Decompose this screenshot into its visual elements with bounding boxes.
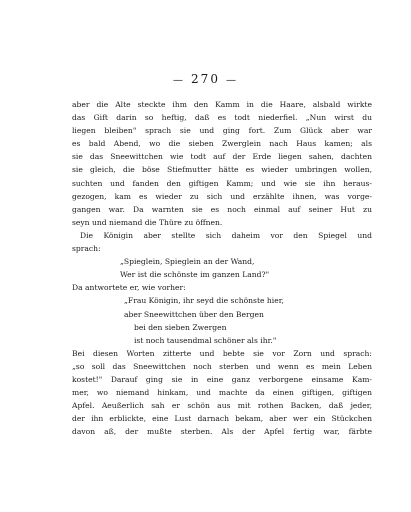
- verse-line: bei den sieben Zwergen: [134, 322, 227, 332]
- verse-line: Wer ist die schönste im ganzen Land?": [120, 270, 270, 280]
- page-number-value: 270: [191, 72, 220, 86]
- text-line: der ihn erblickte, eine Lust darnach bekam, aber wer ein Stückchen: [72, 414, 372, 424]
- text-line: sie gleich, die böse Stiefmutter hätte es wieder umbringen wollen,: [72, 165, 372, 175]
- page-number-dash-left: —: [173, 75, 186, 86]
- verse-line: ist noch tausendmal schöner als ihr.": [134, 335, 277, 345]
- text-line: sie das Sneewittchen wie todt auf der Erde liegen sahen, dachten: [72, 152, 372, 162]
- text-line: liegen bleiben" sprach sie und ging fort. Zum Glück aber war: [72, 126, 372, 136]
- text-line: Bei diesen Worten zitterte und bebte sie vor Zorn und sprach:: [72, 348, 372, 358]
- verse-line: aber Sneewittchen über den Bergen: [124, 309, 264, 319]
- text-line: das Gift darin so heftig, daß es todt niederfiel. „Nun wirst du: [72, 113, 372, 123]
- text-line: suchten und fanden den giftigen Kamm; und wie sie ihn heraus-: [72, 178, 372, 188]
- verse-line: „Spieglein, Spieglein an der Wand,: [120, 257, 255, 267]
- body-text: [72, 98, 372, 438]
- text-line: aber die Alte steckte ihm den Kamm in die Haare, alsbald wirkte: [72, 100, 372, 109]
- text-line: Apfel. Aeußerlich sah er schön aus mit rothen Backen, daß jeder,: [72, 401, 372, 411]
- verse-line: „Frau Königin, ihr seyd die schönste hier,: [124, 296, 284, 306]
- text-line: es bald Abend, wo die sieben Zwerglein nach Haus kamen; als: [72, 139, 372, 149]
- text-line: seyn und niemand die Thüre zu öffnen.: [72, 217, 223, 227]
- page-number-dash-right: —: [225, 75, 238, 86]
- text-line: Die Königin aber stellte sich daheim vor den Spiegel und: [80, 230, 372, 240]
- text-line: gangen war. Da warnten sie es noch einmal auf seiner Hut zu: [72, 204, 372, 214]
- text-line: Da antwortete er, wie vorher:: [72, 283, 186, 293]
- text-line: davon aß, der mußte sterben. Als der Apfel fertig war, färbte: [72, 427, 372, 437]
- text-line: „so soll das Sneewittchen noch sterben und wenn es mein Leben: [72, 361, 372, 371]
- text-line: kostet!" Darauf ging sie in eine ganz verborgene einsame Kam-: [72, 374, 372, 384]
- text-line: gezogen, kam es wieder zu sich und erzählte ihnen, was vorge-: [72, 191, 372, 201]
- page-number: [0, 72, 411, 86]
- text-line: sprach:: [72, 244, 101, 254]
- text-line: mer, wo niemand hinkam, und machte da einen giftigen, giftigen: [72, 388, 372, 398]
